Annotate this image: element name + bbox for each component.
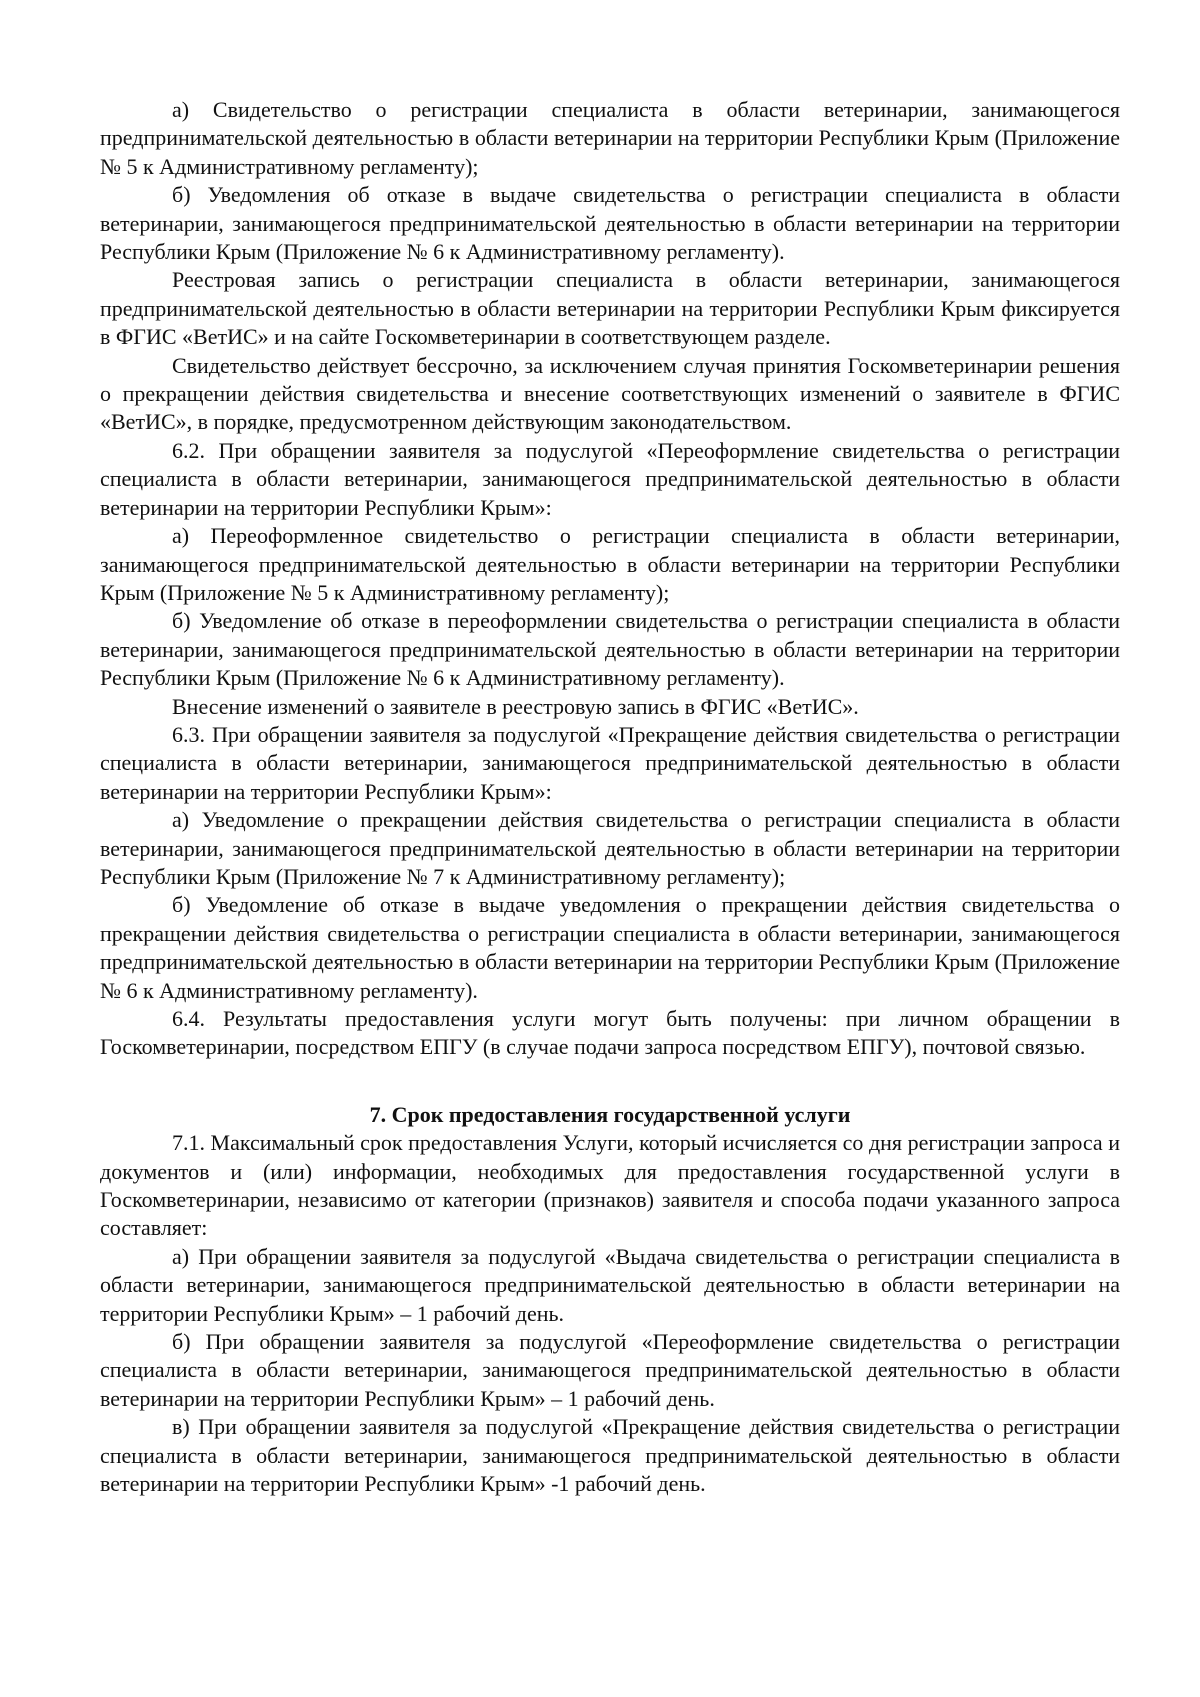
section-heading: 7. Срок предоставления государственной услуги xyxy=(369,1101,851,1127)
paragraph-6-3: 6.3. При обращении заявителя за подуслугой «Прекращение действия свидетельства о регистрации специалиста в области ветеринарии, занимающегося предпринимательской деятельностью в области ветеринарии на территории Республики Крым»: xyxy=(100,721,1120,804)
paragraph-6-1-a: а) Свидетельство о регистрации специалиста в области ветеринарии, занимающегося предпринимательской деятельностью в области ветеринарии на территории Республики Крым (Приложение № 5 к Административному регламенту); xyxy=(100,97,1120,179)
paragraph-6-2: 6.2. При обращении заявителя за подуслугой «Переоформление свидетельства о регистрации специалиста в области ветеринарии, занимающегося предпринимательской деятельностью в области ветеринарии на территории Республики Крым»: xyxy=(100,437,1120,520)
paragraph-7-1-b: б) При обращении заявителя за подуслугой «Переоформление свидетельства о регистрации специалиста в области ветеринарии, занимающегося предпринимательской деятельностью в области ветеринарии на территории Республики Крым» – 1 рабочий день. xyxy=(100,1329,1120,1411)
paragraph-6-3-b: б) Уведомление об отказе в выдаче уведомления о прекращении действия свидетельства о прекращении действия свидетельства о регистрации специалиста в области ветеринарии, занимающегося предпринимательской деятельностью в области ветеринарии на территории Республики Крым (Приложение № 6 к Административному регламенту). xyxy=(100,892,1120,1003)
document-page xyxy=(100,96,1120,1499)
paragraph-6-2-b: б) Уведомление об отказе в переоформлении свидетельства о регистрации специалиста в области ветеринарии, занимающегося предпринимательской деятельностью в области ветеринарии на территории Республики Крым (Приложение № 6 к Административному регламенту). xyxy=(100,608,1120,691)
paragraph-6-1-b: б) Уведомления об отказе в выдаче свидетельства о регистрации специалиста в области ветеринарии, занимающегося предпринимательской деятельностью в области ветеринарии на территории Республики Крым (Приложение № 6 к Административному регламенту). xyxy=(100,182,1120,265)
paragraph-7-1-c: в) При обращении заявителя за подуслугой «Прекращение действия свидетельства о регистрации специалиста в области ветеринарии, занимающегося предпринимательской деятельностью в области ветеринарии на территории Республики Крым» -1 рабочий день. xyxy=(100,1414,1120,1497)
paragraph-6-3-a: а) Уведомление о прекращении действия свидетельства о регистрации специалиста в области ветеринарии, занимающегося предпринимательской деятельностью в области ветеринарии на территории Республики Крым (Приложение № 7 к Административному регламенту); xyxy=(100,807,1120,889)
paragraph-registry-changes: Внесение изменений о заявителе в реестровую запись в ФГИС «ВетИС». xyxy=(172,693,859,719)
paragraph-certificate-validity: Свидетельство действует бессрочно, за исключением случая принятия Госкомветеринарии решения о прекращении действия свидетельства и внесение соответствующих изменений о заявителе в ФГИС «ВетИС», в порядке, предусмотренном действующим законодательством. xyxy=(100,352,1120,435)
paragraph-6-2-a: а) Переоформленное свидетельство о регистрации специалиста в области ветеринарии, занимающегося предпринимательской деятельностью в области ветеринарии на территории Республики Крым (Приложение № 5 к Административному регламенту); xyxy=(100,523,1120,605)
paragraph-registry-record: Реестровая запись о регистрации специалиста в области ветеринарии, занимающегося предпринимательской деятельностью в области ветеринарии на территории Республики Крым фиксируется в ФГИС «ВетИС» и на сайте Госкомветеринарии в соответствующем разделе. xyxy=(100,267,1120,350)
paragraph-7-1-a: а) При обращении заявителя за подуслугой «Выдача свидетельства о регистрации специалиста в области ветеринарии, занимающегося предпринимательской деятельностью в области ветеринарии на территории Республики Крым» – 1 рабочий день. xyxy=(100,1243,1120,1326)
paragraph-6-4: 6.4. Результаты предоставления услуги могут быть получены: при личном обращении в Госкомветеринарии, посредством ЕПГУ (в случае подачи запроса посредством ЕПГУ), почтовой связью. xyxy=(100,1006,1120,1060)
paragraph-7-1: 7.1. Максимальный срок предоставления Услуги, который исчисляется со дня регистрации запроса и документов и (или) информации, необходимых для предоставления государственной услуги в Госкомветеринарии, независимо от категории (признаков) заявителя и способа подачи указанного запроса составляет: xyxy=(100,1130,1120,1241)
